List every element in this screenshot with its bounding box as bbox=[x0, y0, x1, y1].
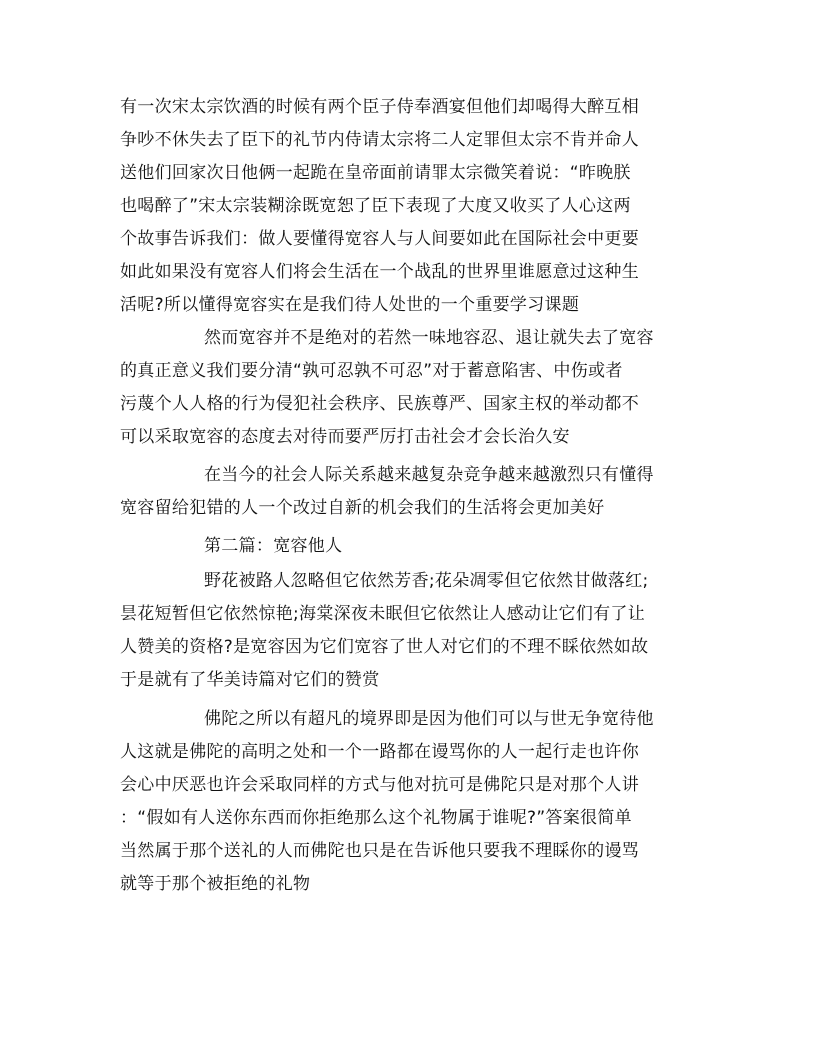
paragraph-5-line-4: ：“假如有人送你东西而你拒绝那么这个礼物属于谁呢?”答案很简单 bbox=[120, 808, 632, 828]
paragraph-1-line-6: 如此如果没有宽容人们将会生活在一个战乱的世界里谁愿意过这种生 bbox=[120, 262, 639, 282]
paragraph-5-line-6: 就等于那个被拒绝的礼物 bbox=[120, 874, 311, 894]
paragraph-5-line-5: 当然属于那个送礼的人而佛陀也只是在告诉他只要我不理睬你的谩骂 bbox=[120, 841, 639, 861]
paragraph-1-line-1: 有一次宋太宗饮酒的时候有两个臣子侍奉酒宴但他们却喝得大醉互相 bbox=[120, 97, 639, 117]
paragraph-2-line-4: 可以采取宽容的态度去对待而要严厉打击社会才会长治久安 bbox=[120, 427, 570, 447]
paragraph-1-line-2: 争吵不休失去了臣下的礼节内侍请太宗将二人定罪但太宗不肯并命人 bbox=[120, 130, 639, 150]
paragraph-1-line-3: 送他们回家次日他俩一起跪在皇帝面前请罪太宗微笑着说：“昨晚朕 bbox=[120, 163, 631, 183]
section-heading: 第二篇：宽容他人 bbox=[204, 536, 343, 556]
paragraph-1-line-5: 个故事告诉我们：做人要懂得宽容人与人间要如此在国际社会中更要 bbox=[120, 229, 639, 249]
paragraph-3-line-1: 在当今的社会人际关系越来越复杂竞争越来越激烈只有懂得 bbox=[204, 465, 654, 485]
paragraph-4-line-4: 于是就有了华美诗篇对它们的赞赏 bbox=[120, 670, 380, 690]
paragraph-1-line-4: 也喝醉了”宋太宗装糊涂既宽恕了臣下表现了大度又收买了人心这两 bbox=[120, 196, 631, 216]
paragraph-4-line-1: 野花被路人忽略但它依然芳香;花朵凋零但它依然甘做落红; bbox=[204, 571, 649, 591]
paragraph-3-line-2: 宽容留给犯错的人一个改过自新的机会我们的生活将会更加美好 bbox=[120, 498, 605, 518]
paragraph-4-line-2: 昙花短暂但它依然惊艳;海棠深夜未眠但它依然让人感动让它们有了让 bbox=[120, 604, 646, 624]
paragraph-2-line-1: 然而宽容并不是绝对的若然一味地容忍、退让就失去了宽容 bbox=[204, 328, 654, 348]
paragraph-2-line-2: 的真正意义我们要分清“孰可忍孰不可忍”对于蓄意陷害、中伤或者 bbox=[120, 361, 623, 381]
paragraph-5-line-1: 佛陀之所以有超凡的境界即是因为他们可以与世无争宽待他 bbox=[204, 709, 654, 729]
paragraph-5-line-2: 人这就是佛陀的高明之处和一个一路都在谩骂你的人一起行走也许你 bbox=[120, 742, 639, 762]
paragraph-4-line-3: 人赞美的资格?是宽容因为它们宽容了世人对它们的不理不睬依然如故 bbox=[120, 637, 649, 657]
paragraph-5-line-3: 会心中厌恶也许会采取同样的方式与他对抗可是佛陀只是对那个人讲 bbox=[120, 775, 639, 795]
paragraph-1-line-7: 活呢?所以懂得宽容实在是我们待人处世的一个重要学习课题 bbox=[120, 295, 580, 315]
paragraph-2-line-3: 污蔑个人人格的行为侵犯社会秩序、民族尊严、国家主权的举动都不 bbox=[120, 394, 639, 414]
